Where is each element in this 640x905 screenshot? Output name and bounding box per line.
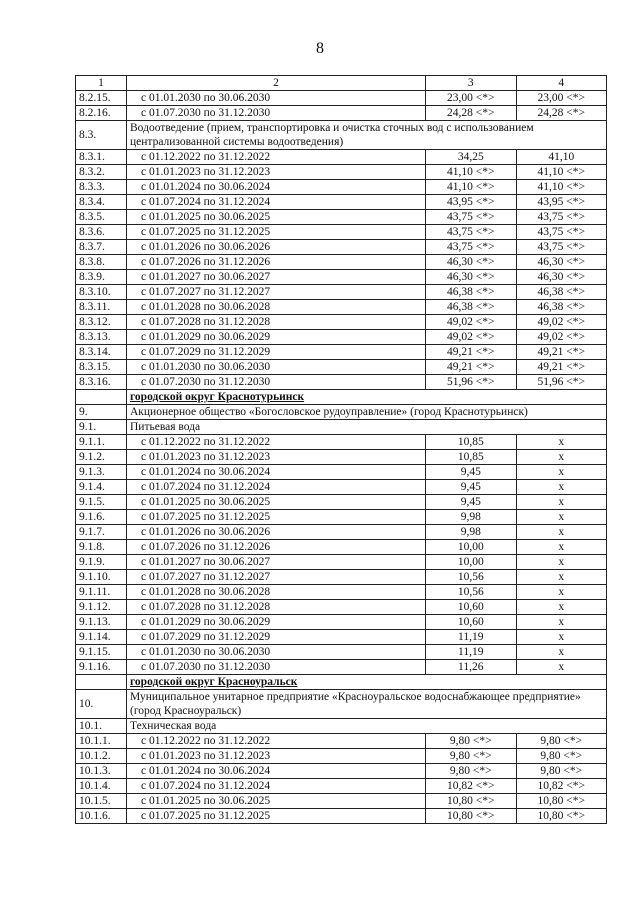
period-label: с 01.07.2025 по 31.12.2025 [127,225,426,240]
tariff-value-col4: 10,80 <*> [516,809,607,824]
table-header-row [76,76,607,91]
header-col-1: 1 [76,76,127,91]
tariff-value-col4: 10,80 <*> [516,794,607,809]
row-number: 8.3.6. [76,225,127,240]
tariff-value-col4: 43,75 <*> [516,225,607,240]
period-label: с 01.01.2029 по 30.06.2029 [127,615,426,630]
table-row [76,779,607,794]
tariff-value-col4: х [516,465,607,480]
table-row [76,360,607,375]
tariff-value-col3: 10,85 [426,450,517,465]
period-label: с 01.07.2024 по 31.12.2024 [127,480,426,495]
row-number: 9.1.9. [76,555,127,570]
section-row [76,121,607,150]
tariff-value-col4: х [516,660,607,675]
table-row [76,150,607,165]
tariff-value-col4: х [516,570,607,585]
tariff-value-col3: 9,45 [426,495,517,510]
period-label: с 01.01.2027 по 30.06.2027 [127,270,426,285]
tariff-value-col4: х [516,435,607,450]
tariff-value-col3: 24,28 <*> [426,106,517,121]
row-number: 8.3.13. [76,330,127,345]
tariff-value-col3: 10,60 [426,615,517,630]
period-label: с 01.01.2030 по 30.06.2030 [127,645,426,660]
section-title: Муниципальное унитарное предприятие «Красноуральское водоснабжающее предприятие» (город Красноуральск) [127,690,607,719]
tariff-value-col3: 10,00 [426,555,517,570]
region-row [76,390,607,405]
tariff-value-col3: 41,10 <*> [426,180,517,195]
tariff-value-col3: 23,00 <*> [426,91,517,106]
tariff-value-col4: 23,00 <*> [516,91,607,106]
table-row [76,764,607,779]
table-row [76,630,607,645]
tariff-value-col3: 10,85 [426,435,517,450]
table-row [76,525,607,540]
table-row [76,585,607,600]
row-number: 9.1.15. [76,645,127,660]
section-number: 9.1. [76,420,127,435]
row-number: 9.1.7. [76,525,127,540]
period-label: с 01.12.2022 по 31.12.2022 [127,435,426,450]
period-label: с 01.07.2030 по 31.12.2030 [127,375,426,390]
period-label: с 01.12.2022 по 31.12.2022 [127,734,426,749]
period-label: с 01.07.2025 по 31.12.2025 [127,510,426,525]
region-title: городской округ Краснотурьинск [127,390,607,405]
row-number: 8.3.16. [76,375,127,390]
period-label: с 01.01.2023 по 31.12.2023 [127,749,426,764]
period-label: с 01.01.2025 по 30.06.2025 [127,210,426,225]
tariff-value-col4: х [516,615,607,630]
tariff-value-col3: 43,95 <*> [426,195,517,210]
period-label: с 01.12.2022 по 31.12.2022 [127,150,426,165]
table-row [76,600,607,615]
tariff-value-col3: 9,45 [426,465,517,480]
tariff-value-col4: 49,02 <*> [516,315,607,330]
period-label: с 01.01.2026 по 30.06.2026 [127,525,426,540]
table-row [76,794,607,809]
period-label: с 01.01.2027 по 30.06.2027 [127,555,426,570]
row-number: 10.1.1. [76,734,127,749]
tariff-value-col3: 10,00 [426,540,517,555]
period-label: с 01.07.2027 по 31.12.2027 [127,570,426,585]
tariff-value-col4: х [516,645,607,660]
period-label: с 01.01.2024 по 30.06.2024 [127,180,426,195]
tariff-value-col3: 10,80 <*> [426,794,517,809]
table-row [76,300,607,315]
row-number: 8.3.3. [76,180,127,195]
row-number: 9.1.2. [76,450,127,465]
table-row [76,240,607,255]
period-label: с 01.07.2026 по 31.12.2026 [127,255,426,270]
table-row [76,734,607,749]
table-row [76,540,607,555]
tariff-value-col3: 9,80 <*> [426,749,517,764]
period-label: с 01.01.2028 по 30.06.2028 [127,585,426,600]
section-row [76,420,607,435]
tariff-value-col3: 9,80 <*> [426,734,517,749]
section-number: 8.3. [76,121,127,150]
row-number: 9.1.12. [76,600,127,615]
table-row [76,465,607,480]
period-label: с 01.07.2024 по 31.12.2024 [127,195,426,210]
table-row [76,615,607,630]
tariff-value-col4: 9,80 <*> [516,749,607,764]
row-number: 8.3.2. [76,165,127,180]
tariff-value-col3: 49,02 <*> [426,315,517,330]
section-number: 10. [76,690,127,719]
table-row [76,195,607,210]
period-label: с 01.01.2026 по 30.06.2026 [127,240,426,255]
tariff-value-col3: 34,25 [426,150,517,165]
tariff-value-col3: 10,60 [426,600,517,615]
tariff-value-col3: 11,19 [426,630,517,645]
row-number: 8.3.9. [76,270,127,285]
tariff-value-col4: х [516,525,607,540]
section-title: Акционерное общество «Богословское рудоуправление» (город Краснотурьинск) [127,405,607,420]
table-row [76,480,607,495]
table-row [76,91,607,106]
table-row [76,809,607,824]
region-spacer [76,390,127,405]
table-row [76,210,607,225]
period-label: с 01.01.2024 по 30.06.2024 [127,764,426,779]
row-number: 8.3.7. [76,240,127,255]
section-row [76,719,607,734]
period-label: с 01.01.2028 по 30.06.2028 [127,300,426,315]
period-label: с 01.01.2023 по 31.12.2023 [127,165,426,180]
tariff-value-col4: 49,21 <*> [516,360,607,375]
row-number: 9.1.3. [76,465,127,480]
section-number: 9. [76,405,127,420]
table-row [76,435,607,450]
period-label: с 01.01.2025 по 30.06.2025 [127,495,426,510]
table-row [76,180,607,195]
tariff-value-col4: 43,75 <*> [516,210,607,225]
header-col-3: 3 [426,76,517,91]
row-number: 8.3.1. [76,150,127,165]
row-number: 10.1.5. [76,794,127,809]
row-number: 8.3.4. [76,195,127,210]
region-spacer [76,675,127,690]
table-row [76,165,607,180]
tariff-value-col4: 41,10 [516,150,607,165]
period-label: с 01.07.2028 по 31.12.2028 [127,315,426,330]
period-label: с 01.01.2030 по 30.06.2030 [127,360,426,375]
table-row [76,255,607,270]
tariff-value-col4: 46,30 <*> [516,255,607,270]
row-number: 10.1.4. [76,779,127,794]
tariff-value-col3: 43,75 <*> [426,240,517,255]
tariff-value-col3: 10,82 <*> [426,779,517,794]
tariff-value-col4: 43,95 <*> [516,195,607,210]
period-label: с 01.01.2024 по 30.06.2024 [127,465,426,480]
tariff-value-col4: х [516,510,607,525]
tariff-value-col4: 9,80 <*> [516,764,607,779]
table-row [76,345,607,360]
tariff-value-col4: х [516,555,607,570]
section-title: Питьевая вода [127,420,607,435]
header-col-2: 2 [127,76,426,91]
tariff-value-col3: 49,02 <*> [426,330,517,345]
row-number: 9.1.10. [76,570,127,585]
tariff-value-col3: 46,30 <*> [426,270,517,285]
table-row [76,270,607,285]
tariff-value-col4: 49,02 <*> [516,330,607,345]
row-number: 10.1.2. [76,749,127,764]
tariff-value-col3: 51,96 <*> [426,375,517,390]
period-label: с 01.07.2029 по 31.12.2029 [127,345,426,360]
period-label: с 01.07.2026 по 31.12.2026 [127,540,426,555]
tariff-value-col4: 41,10 <*> [516,180,607,195]
table-row [76,225,607,240]
period-label: с 01.07.2024 по 31.12.2024 [127,779,426,794]
row-number: 10.1.6. [76,809,127,824]
row-number: 8.3.11. [76,300,127,315]
row-number: 8.3.10. [76,285,127,300]
tariff-value-col4: х [516,630,607,645]
tariff-value-col3: 49,21 <*> [426,345,517,360]
tariff-value-col3: 41,10 <*> [426,165,517,180]
section-row [76,405,607,420]
tariff-value-col3: 9,45 [426,480,517,495]
table-row [76,375,607,390]
period-label: с 01.01.2030 по 30.06.2030 [127,91,426,106]
section-title: Водоотведение (прием, транспортировка и очистка сточных вод с использованием централизованной системы водоотведения) [127,121,607,150]
tariff-value-col4: 46,38 <*> [516,300,607,315]
period-label: с 01.07.2030 по 31.12.2030 [127,660,426,675]
tariff-value-col4: 24,28 <*> [516,106,607,121]
tariff-value-col3: 43,75 <*> [426,225,517,240]
row-number: 9.1.16. [76,660,127,675]
row-number: 8.2.16. [76,106,127,121]
tariff-value-col3: 9,80 <*> [426,764,517,779]
row-number: 8.3.12. [76,315,127,330]
tariff-value-col3: 11,19 [426,645,517,660]
header-col-4: 4 [516,76,607,91]
tariff-value-col4: х [516,540,607,555]
period-label: с 01.07.2027 по 31.12.2027 [127,285,426,300]
table-row [76,749,607,764]
row-number: 8.3.8. [76,255,127,270]
row-number: 9.1.1. [76,435,127,450]
tariff-value-col4: 9,80 <*> [516,734,607,749]
region-title: городской округ Красноуральск [127,675,607,690]
period-label: с 01.07.2025 по 31.12.2025 [127,809,426,824]
table-row [76,660,607,675]
table-row [76,555,607,570]
tariff-value-col3: 46,30 <*> [426,255,517,270]
tariff-value-col4: х [516,585,607,600]
table-row [76,315,607,330]
table-row [76,645,607,660]
tariff-value-col3: 10,56 [426,585,517,600]
row-number: 9.1.13. [76,615,127,630]
section-number: 10.1. [76,719,127,734]
row-number: 8.3.5. [76,210,127,225]
table-row [76,510,607,525]
table-row [76,495,607,510]
tariff-value-col3: 9,98 [426,510,517,525]
row-number: 8.3.15. [76,360,127,375]
tariff-value-col4: 46,38 <*> [516,285,607,300]
tariff-value-col3: 46,38 <*> [426,285,517,300]
row-number: 9.1.5. [76,495,127,510]
table-row [76,285,607,300]
tariff-value-col3: 9,98 [426,525,517,540]
tariff-value-col4: х [516,480,607,495]
tariff-value-col3: 49,21 <*> [426,360,517,375]
tariff-table [75,75,607,824]
period-label: с 01.07.2029 по 31.12.2029 [127,630,426,645]
period-label: с 01.01.2023 по 31.12.2023 [127,450,426,465]
table-row [76,106,607,121]
region-row [76,675,607,690]
tariff-value-col3: 46,38 <*> [426,300,517,315]
tariff-value-col4: х [516,450,607,465]
tariff-value-col4: х [516,495,607,510]
period-label: с 01.07.2030 по 31.12.2030 [127,106,426,121]
tariff-value-col4: х [516,600,607,615]
tariff-value-col4: 10,82 <*> [516,779,607,794]
row-number: 9.1.11. [76,585,127,600]
row-number: 9.1.6. [76,510,127,525]
table-row [76,330,607,345]
tariff-value-col3: 10,56 [426,570,517,585]
tariff-value-col4: 46,30 <*> [516,270,607,285]
tariff-value-col3: 11,26 [426,660,517,675]
row-number: 8.2.15. [76,91,127,106]
tariff-value-col3: 10,80 <*> [426,809,517,824]
tariff-value-col4: 51,96 <*> [516,375,607,390]
tariff-value-col4: 49,21 <*> [516,345,607,360]
period-label: с 01.07.2028 по 31.12.2028 [127,600,426,615]
page-number: 8 [316,40,324,57]
table-row [76,450,607,465]
period-label: с 01.01.2025 по 30.06.2025 [127,794,426,809]
tariff-value-col4: 43,75 <*> [516,240,607,255]
section-row [76,690,607,719]
row-number: 9.1.8. [76,540,127,555]
tariff-value-col4: 41,10 <*> [516,165,607,180]
row-number: 10.1.3. [76,764,127,779]
row-number: 9.1.14. [76,630,127,645]
section-title: Техническая вода [127,719,607,734]
tariff-table-body [76,76,607,824]
row-number: 8.3.14. [76,345,127,360]
tariff-value-col3: 43,75 <*> [426,210,517,225]
table-row [76,570,607,585]
period-label: с 01.01.2029 по 30.06.2029 [127,330,426,345]
row-number: 9.1.4. [76,480,127,495]
